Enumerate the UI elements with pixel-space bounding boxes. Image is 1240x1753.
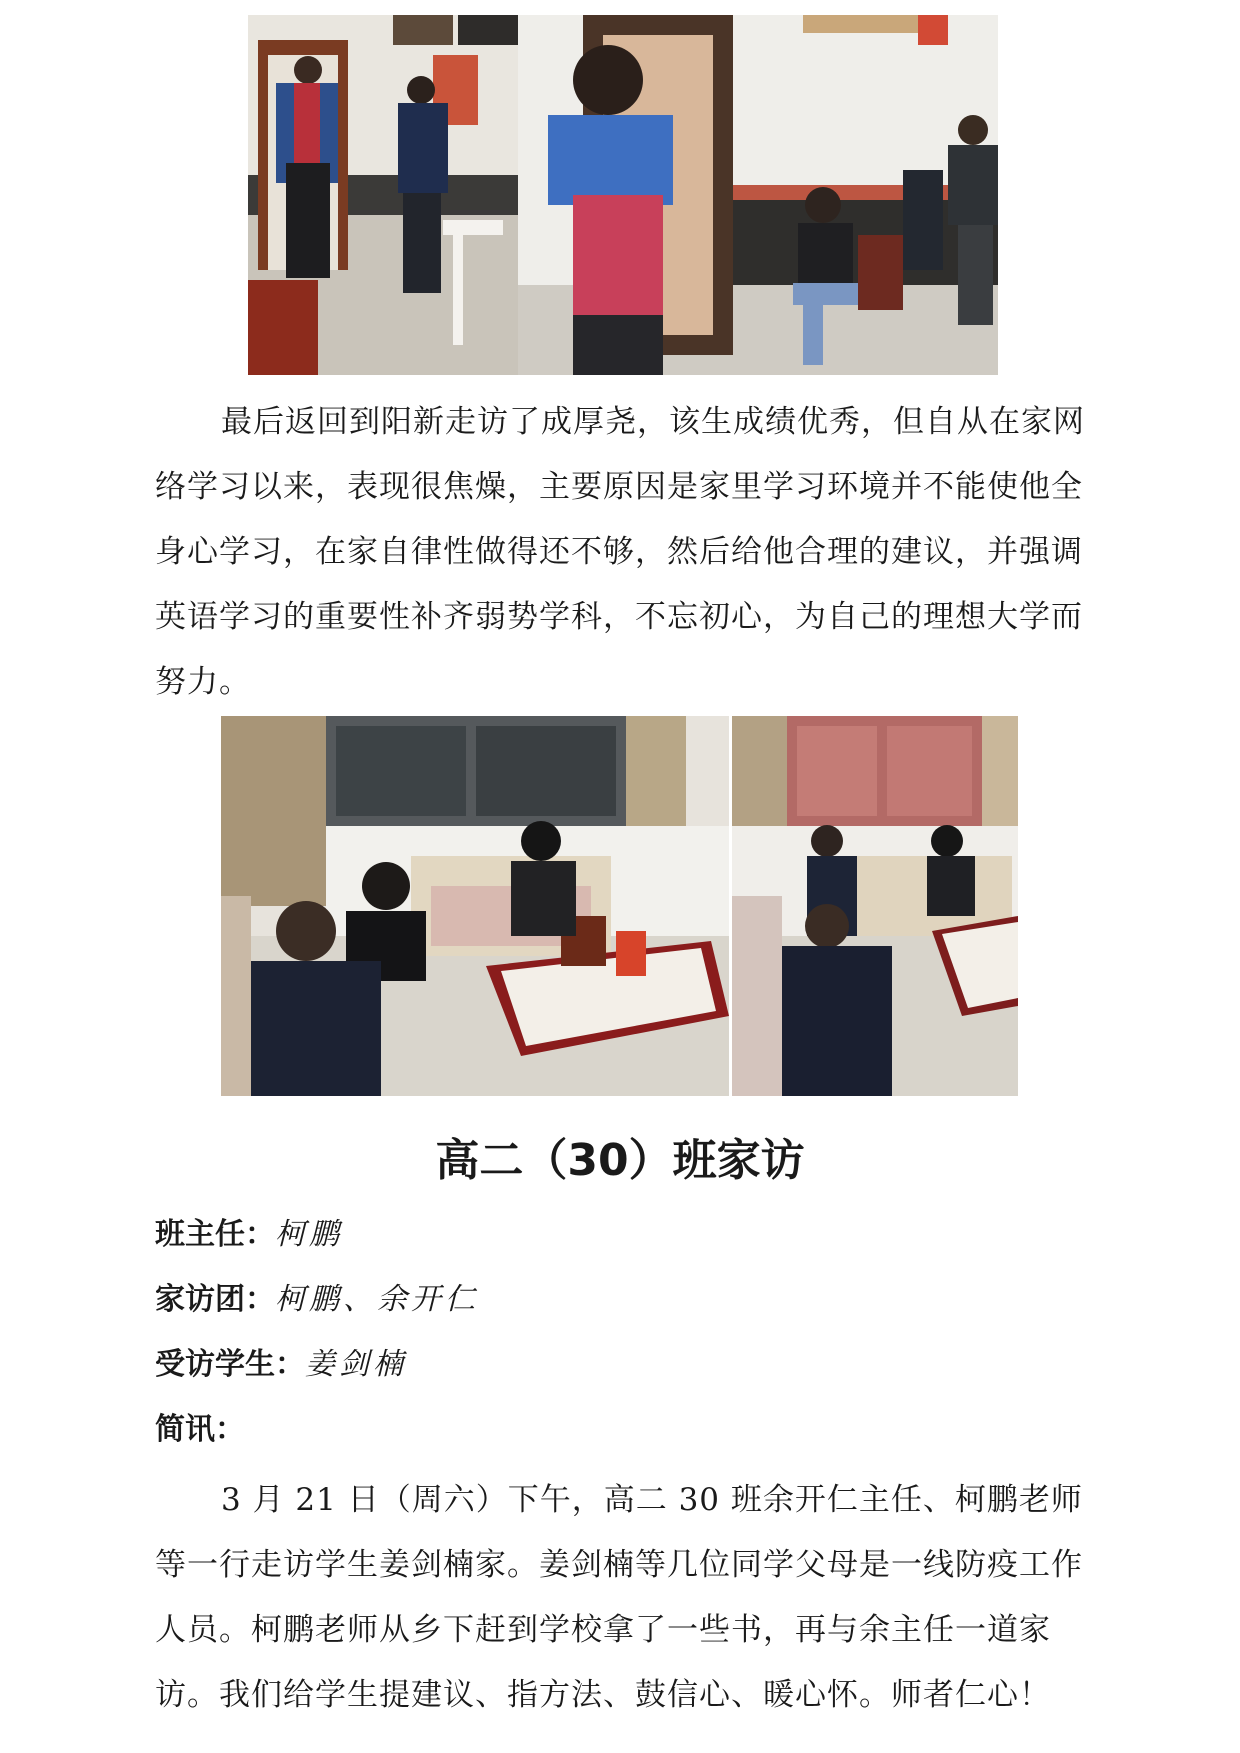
info-visit-team — [155, 1280, 479, 1320]
info-brief — [155, 1410, 245, 1450]
photo-visit-room-1 — [248, 15, 518, 375]
head-teacher-value: 柯鹏 — [275, 1217, 343, 1252]
brief-label: 简讯： — [155, 1412, 245, 1447]
paragraph-brief-news: 3 月 21 日（周六）下午，高二 30 班余开仁主任、柯鹏老师等一行走访学生姜剑楠家。姜剑楠等几位同学父母是一线防疫工作人员。柯鹏老师从乡下赶到学校拿了一些书，再与余主任一道家访。我们给学生提建议、指方法、鼓信心、暖心怀。师者仁心！ — [155, 1482, 1083, 1713]
photo-visit-livingroom-1-image — [221, 716, 729, 1096]
photo-visit-livingroom-1 — [221, 716, 729, 1096]
student-label: 受访学生： — [155, 1347, 305, 1382]
photo-visit-livingroom-2 — [732, 716, 1018, 1096]
photo-visit-room-1-image — [248, 15, 518, 375]
info-head-teacher — [155, 1215, 343, 1255]
photo-visit-livingroom-2-image — [732, 716, 1018, 1096]
info-student — [155, 1345, 407, 1385]
student-value: 姜剑楠 — [305, 1347, 407, 1382]
paragraph-cheng-houyao-visit: 最后返回到阳新走访了成厚尧，该生成绩优秀，但自从在家网络学习以来，表现很焦燥，主要原因是家里学习环境并不能使他全身心学习，在家自律性做得还不够，然后给他合理的建议，并强调英语学习的重要性补齐弱势学科，不忘初心，为自己的理想大学而努力。 — [155, 404, 1085, 700]
section-title: 高二（30）班家访 — [435, 1135, 805, 1186]
photo-visit-room-2 — [518, 15, 998, 375]
head-teacher-label: 班主任： — [155, 1217, 275, 1252]
photo-visit-room-2-image — [518, 15, 998, 375]
visit-team-value: 柯鹏、余开仁 — [275, 1282, 479, 1317]
visit-team-label: 家访团： — [155, 1282, 275, 1317]
